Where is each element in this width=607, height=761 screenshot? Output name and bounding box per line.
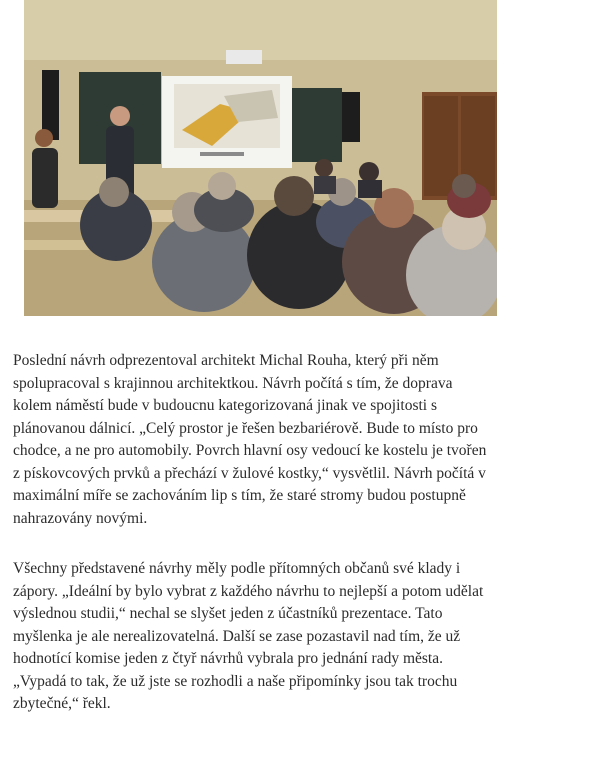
presentation-scene-image (24, 0, 497, 316)
article-photo (24, 0, 497, 316)
article-body (13, 350, 493, 744)
article-paragraph-1: Poslední návrh odprezentoval architekt Michal Rouha, který při něm spolupracoval s krajinnou architektkou. Návrh počítá s tím, že doprava kolem náměstí bude v budoucnu kategorizovaná jinak ve spojitosti s plánovanou dálnicí. „Celý prostor je řešen bezbariérově. Bude to místo pro chodce, a ne pro automobily. Povrch hlavní osy vedoucí ke kostelu je tvořen z pískovcových prvků a přechází v žulové kostky,“ vysvětlil. Návrh počítá v maximální míře se zachováním lip s tím, že staré stromy budou postupně nahrazovány novými. (13, 352, 487, 527)
article-paragraph-2: Všechny představené návrhy měly podle přítomných občanů své klady i zápory. „Ideální by bylo vybrat z každého návrhu to nejlepší a potom udělat výslednou studii,“ nechal se slyšet jeden z účastníků prezentace. Tato myšlenka je ale nerealizovatelná. Další se zase pozastavil nad tím, že už hodnotící komise jeden z čtyř návrhů vybrala pro jednání rady města. „Vypadá to tak, že už jste se rozhodli a naše připomínky jsou tak trochu zbytečné,“ řekl. (13, 560, 484, 712)
